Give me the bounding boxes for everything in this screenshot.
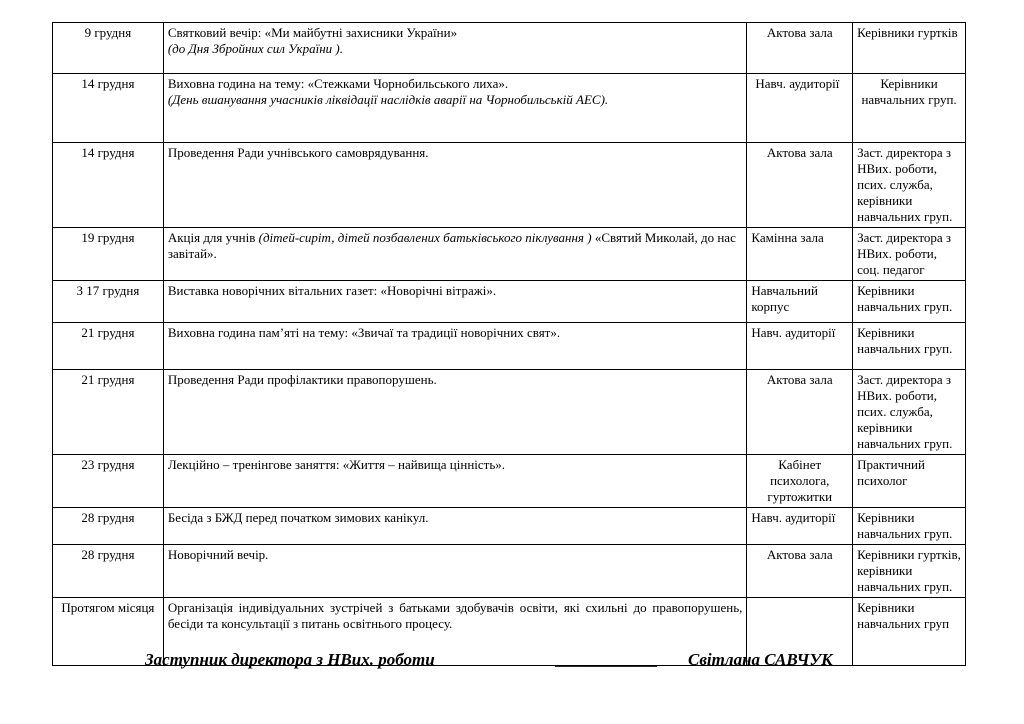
date-cell: 19 грудня — [53, 228, 164, 281]
place-cell: Актова зала — [747, 143, 853, 228]
event-cell: Виховна година пам’яті на тему: «Звичаї та традиції новорічних свят». — [163, 323, 747, 370]
place-cell: Актова зала — [747, 370, 853, 455]
responsible-cell: Керівники гуртків, керівники навчальних груп. — [853, 545, 966, 598]
table-row — [53, 545, 966, 598]
responsible-cell: Керівники навчальних груп — [853, 598, 966, 666]
event-cell: Бесіда з БЖД перед початком зимових канікул. — [163, 508, 747, 545]
table-row — [53, 74, 966, 143]
date-cell: 28 грудня — [53, 508, 164, 545]
place-cell: Навч. аудиторії — [747, 74, 853, 143]
event-cell — [163, 74, 747, 143]
table-row — [53, 281, 966, 323]
event-cell: Новорічний вечір. — [163, 545, 747, 598]
table-row — [53, 455, 966, 508]
event-note: (до Дня Збройних сил України ). — [167, 41, 344, 56]
date-cell: 9 грудня — [53, 23, 164, 74]
responsible-cell: Заст. директора з НВих. роботи, соц. педагог — [853, 228, 966, 281]
date-cell: 23 грудня — [53, 455, 164, 508]
place-cell: Актова зала — [747, 23, 853, 74]
event-title: Виховна година на тему: «Стежками Чорнобильського лиха». — [167, 76, 509, 91]
responsible-cell: Керівники гуртків — [853, 23, 966, 74]
event-text-end: «Святий Миколай, до нас завітай». — [167, 230, 736, 261]
table-row — [53, 143, 966, 228]
table-row — [53, 323, 966, 370]
event-cell: Лекційно – тренінгове заняття: «Життя – найвища цінність». — [163, 455, 747, 508]
event-text-start: Акція для учнів — [167, 230, 259, 245]
place-cell: Навчальний корпус — [747, 281, 853, 323]
event-cell — [163, 23, 747, 74]
responsible-cell: Керівники навчальних груп. — [853, 508, 966, 545]
date-cell: 14 грудня — [53, 143, 164, 228]
event-note: (День вшанування учасників ліквідації наслідків аварії на Чорнобильській АЕС). — [167, 92, 609, 107]
place-cell: Кабінет психолога, гуртожитки — [747, 455, 853, 508]
event-cell: Проведення Ради профілактики правопорушень. — [163, 370, 747, 455]
responsible-cell: Керівники навчальних груп. — [853, 74, 966, 143]
signer-position: Заступник директора з НВих. роботи — [145, 650, 435, 669]
date-cell: 21 грудня — [53, 323, 164, 370]
table-row — [53, 370, 966, 455]
place-cell: Актова зала — [747, 545, 853, 598]
responsible-cell: Керівники навчальних груп. — [853, 281, 966, 323]
date-cell: 28 грудня — [53, 545, 164, 598]
date-cell: 14 грудня — [53, 74, 164, 143]
events-table — [52, 22, 966, 666]
event-cell — [163, 228, 747, 281]
table-row — [53, 23, 966, 74]
signature-block — [0, 650, 1024, 674]
date-cell: 21 грудня — [53, 370, 164, 455]
signer-name: Світлана САВЧУК — [688, 650, 833, 669]
signature-line: ____________ — [555, 650, 657, 669]
place-cell: Навч. аудиторії — [747, 508, 853, 545]
date-cell: Протягом місяця — [53, 598, 164, 666]
event-note: (дітей-сиріт, дітей позбавлених батьківського піклування ) — [258, 230, 592, 245]
responsible-cell: Заст. директора з НВих. роботи, псих. служба, керівники навчальних груп. — [853, 370, 966, 455]
event-cell: Проведення Ради учнівського самоврядування. — [163, 143, 747, 228]
place-cell: Навч. аудиторії — [747, 323, 853, 370]
responsible-cell: Керівники навчальних груп. — [853, 323, 966, 370]
responsible-cell: Практичний психолог — [853, 455, 966, 508]
table-row — [53, 508, 966, 545]
table-row — [53, 228, 966, 281]
event-cell: Виставка новорічних вітальних газет: «Новорічні вітражі». — [163, 281, 747, 323]
responsible-cell: Заст. директора з НВих. роботи, псих. служба, керівники навчальних груп. — [853, 143, 966, 228]
event-title: Святковий вечір: «Ми майбутні захисники України» — [167, 25, 458, 40]
date-cell: З 17 грудня — [53, 281, 164, 323]
event-cell: Організація індивідуальних зустрічей з батьками здобувачів освіти, які схильні до правопорушень, бесіди та консультації з питань освітнього процесу. — [163, 598, 747, 666]
place-cell: Камінна зала — [747, 228, 853, 281]
